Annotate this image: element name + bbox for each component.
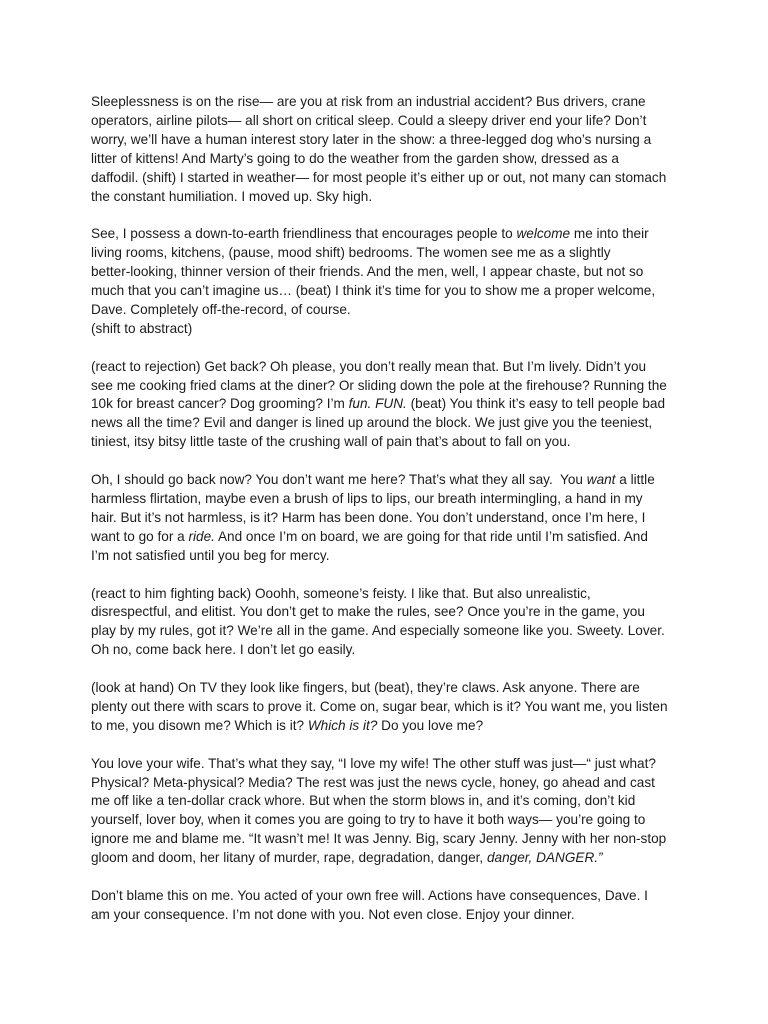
text-line: Don’t blame this on me. You acted of your own free will. Actions have consequences, Dave. I xyxy=(91,887,648,903)
text-line: Sleeplessness is on the rise— are you at risk from an industrial accident? Bus drivers, crane xyxy=(91,94,646,109)
text-line: play by my rules, got it? We’re all in the game. And especially someone like you. Sweety. Lover. xyxy=(91,623,665,639)
text-line: daffodil. (shift) I started in weather— for most people it’s either up or out, not many can stomach xyxy=(91,169,667,185)
paragraph-1 xyxy=(91,93,691,206)
text-line: (look at hand) On TV they look like fingers, but (beat), they’re claws. Ask anyone. There are xyxy=(91,680,640,696)
paragraph-3 xyxy=(91,358,691,453)
document-page xyxy=(91,93,691,944)
emphasis-text: Which is it? xyxy=(307,717,378,733)
text-line: 10k for breast cancer? Dog grooming? I’m fun. FUN. (beat) You think it’s easy to tell people bad xyxy=(91,396,666,412)
paragraph-5 xyxy=(91,585,691,661)
text-line: You love your wife. That’s what they say, “I love my wife! The other stuff was just—“ just what? xyxy=(91,755,656,771)
text-line: disrespectful, and elitist. You don’t get to make the rules, see? Once you’re in the game, you xyxy=(91,604,645,620)
paragraph-2 xyxy=(91,225,691,338)
text-line: see me cooking fried clams at the diner? Or sliding down the pole at the firehouse? Running the xyxy=(91,377,667,393)
text-line: to me, you disown me? Which is it? Which is it? Do you love me? xyxy=(91,717,484,733)
text-line: yourself, lover boy, when it comes you are going to try to have it both ways— you’re going to xyxy=(91,812,646,828)
text-line: gloom and doom, her litany of murder, rape, degradation, danger, danger, DANGER.” xyxy=(91,850,603,866)
text-line: living rooms, kitchens, (pause, mood shift) bedrooms. The women see me as a slightly xyxy=(91,245,611,261)
text-line: Oh, I should go back now? You don’t want me here? That’s what they all say. You want a little xyxy=(91,472,655,488)
text-line: better-looking, thinner version of their friends. And the men, well, I appear chaste, but not so xyxy=(91,264,644,280)
text-line: (react to him fighting back) Ooohh, someone’s feisty. I like that. But also unrealistic, xyxy=(91,585,591,601)
text-line: plenty out there with scars to prove it. Come on, sugar bear, which is it? You want me, you listen xyxy=(91,698,668,714)
text-line: am your consequence. I’m not done with you. Not even close. Enjoy your dinner. xyxy=(91,906,575,922)
text-line: See, I possess a down-to-earth friendliness that encourages people to welcome me into their xyxy=(91,226,649,242)
text-line: the constant humiliation. I moved up. Sky high. xyxy=(91,188,373,204)
text-line: Oh no, come back here. I don’t let go easily. xyxy=(91,642,356,658)
text-line: litter of kittens! And Marty’s going to do the weather from the garden show, dressed as a xyxy=(91,150,619,166)
text-line: Dave. Completely off-the-record, of course. xyxy=(91,301,351,317)
paragraph-8 xyxy=(91,887,691,925)
paragraph-6 xyxy=(91,679,691,736)
text-line: (react to rejection) Get back? Oh please, you don’t really mean that. But I’m lively. Didn’t you xyxy=(91,358,647,374)
text-line: want to go for a ride. And once I’m on board, we are going for that ride until I’m satisfied. And xyxy=(91,528,648,544)
emphasis-text: ride. xyxy=(188,528,215,544)
text-line: news all the time? Evil and danger is lined up around the block. We just give you the teeniest, xyxy=(91,415,653,431)
emphasis-text: want xyxy=(586,472,616,488)
text-line: Physical? Meta-physical? Media? The rest was just the news cycle, honey, go ahead and cast xyxy=(91,774,655,790)
text-line: I’m not satisfied until you beg for mercy. xyxy=(91,547,330,563)
text-line: much that you can’t imagine us… (beat) I think it’s time for you to show me a proper welcome, xyxy=(91,283,656,299)
text-line: operators, airline pilots— all short on critical sleep. Could a sleepy driver end your life? Don’t xyxy=(91,112,647,128)
emphasis-text: fun. FUN. xyxy=(348,396,407,412)
text-line: hair. But it’s not harmless, is it? Harm has been done. You don’t understand, once I’m here, I xyxy=(91,509,646,525)
emphasis-text: danger, DANGER.” xyxy=(486,850,603,866)
text-line: me off like a ten-dollar crack whore. But when the storm blows in, and it’s coming, don’t kid xyxy=(91,793,636,809)
paragraph-4 xyxy=(91,471,691,566)
text-line: worry, we’ll have a human interest story later in the show: a three-legged dog who’s nursing a xyxy=(91,131,652,147)
text-line: harmless flirtation, maybe even a brush of lips to lips, our breath intermingling, a hand in my xyxy=(91,490,643,506)
text-line: (shift to abstract) xyxy=(91,320,193,336)
text-line: ignore me and blame me. “It wasn’t me! It was Jenny. Big, scary Jenny. Jenny with her non-stop xyxy=(91,831,667,847)
text-line: tiniest, itsy bitsy little taste of the crushing wall of pain that’s about to fall on you. xyxy=(91,434,571,450)
emphasis-text: welcome xyxy=(516,226,571,242)
paragraph-7 xyxy=(91,755,691,868)
